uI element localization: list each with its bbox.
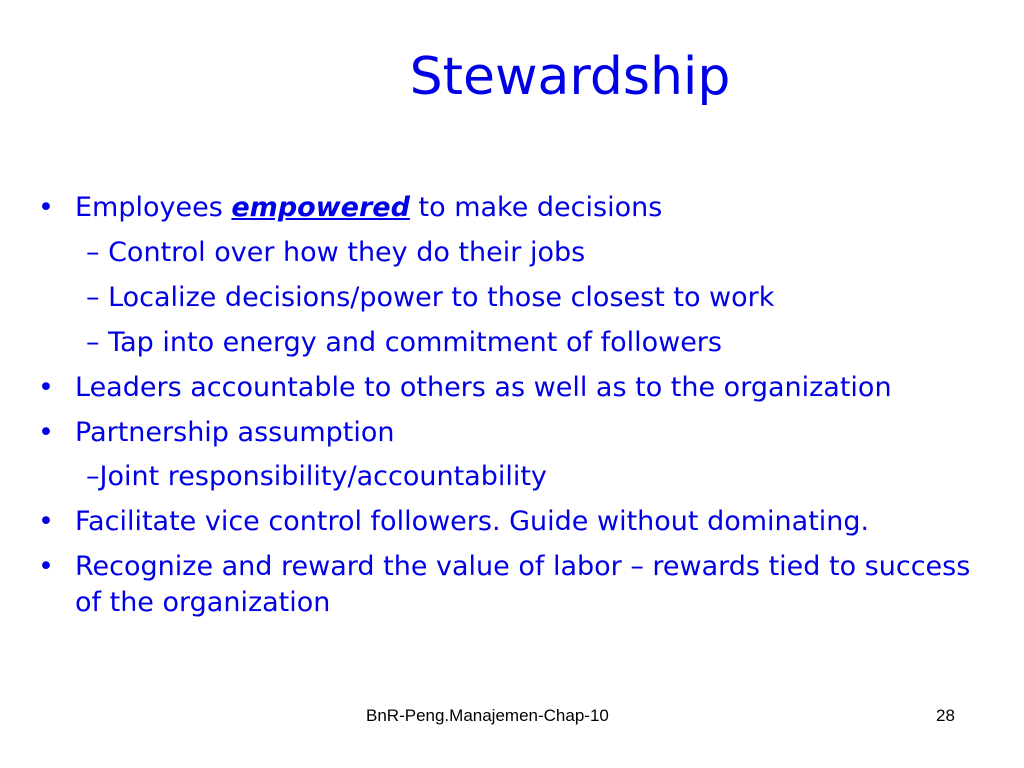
slide-body [38, 190, 998, 630]
bullet-text-after: to make decisions [409, 192, 663, 223]
sub-item: – Tap into energy and commitment of followers [86, 326, 722, 358]
bullet-text: Recognize and reward the value of labor – rewards tied to success of the organization [75, 551, 971, 619]
sub-item: – Control over how they do their jobs [86, 236, 586, 268]
emphasized-word: empowered [231, 192, 410, 223]
bullet-item [38, 415, 998, 451]
bullet-icon: • [38, 506, 54, 538]
sub-item: –Joint responsibility/accountability [86, 461, 547, 493]
bullet-icon: • [38, 416, 54, 448]
bullet-item [38, 370, 998, 406]
bullet-icon: • [38, 192, 54, 223]
footer-text: BnR-Peng.Manajemen-Chap-10 [366, 706, 609, 725]
bullet-text: Leaders accountable to others as well as to the organization [75, 371, 892, 403]
bullet-text: Facilitate vice control followers. Guide without dominating. [75, 506, 870, 538]
sub-item: – Localize decisions/power to those closest to work [86, 281, 775, 313]
slide-title: Stewardship [409, 47, 731, 107]
bullet-item [38, 549, 998, 621]
bullet-item [38, 190, 998, 226]
bullet-text: Partnership assumption [75, 416, 395, 448]
bullet-text-before: Employees [75, 192, 232, 223]
bullet-icon: • [38, 371, 54, 403]
bullet-item [38, 504, 998, 540]
page-number: 28 [936, 706, 955, 725]
bullet-icon: • [38, 551, 54, 583]
